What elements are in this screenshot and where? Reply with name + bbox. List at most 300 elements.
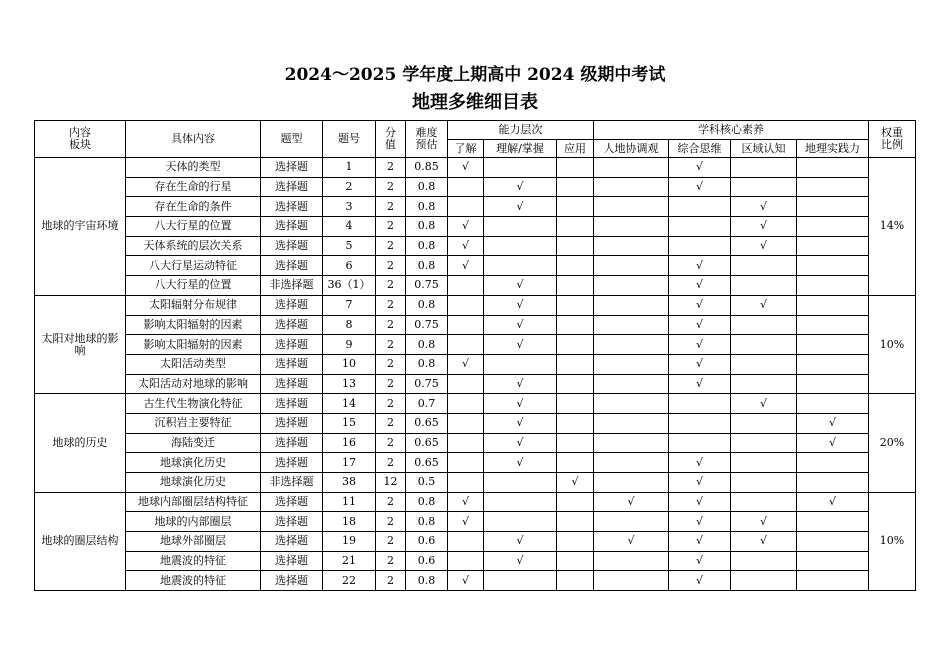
header-literacy-human-land: 人地协调观 (594, 140, 669, 158)
score-cell: 2 (376, 453, 406, 473)
content-cell: 地球演化历史 (126, 453, 261, 473)
weight-cell: 10% (869, 492, 916, 590)
check-cell: √ (484, 453, 557, 473)
table-row (35, 197, 916, 217)
check-cell: √ (669, 512, 731, 532)
number-cell: 3 (323, 197, 376, 217)
table-row (35, 571, 916, 591)
check-cell: √ (669, 335, 731, 355)
block-cell: 地球的历史 (35, 394, 126, 492)
check-cell (448, 374, 484, 394)
difficulty-cell: 0.8 (406, 354, 448, 374)
header-ability-apply: 应用 (557, 140, 594, 158)
content-cell: 地震波的特征 (126, 571, 261, 591)
check-cell (797, 551, 869, 571)
check-cell: √ (669, 276, 731, 296)
type-cell: 非选择题 (261, 276, 323, 296)
check-cell (557, 512, 594, 532)
header-weight: 权重 比例 (869, 121, 916, 158)
check-cell (594, 473, 669, 493)
score-cell: 2 (376, 492, 406, 512)
check-cell (797, 177, 869, 197)
check-cell (594, 551, 669, 571)
check-cell: √ (484, 335, 557, 355)
check-cell: √ (797, 492, 869, 512)
content-cell: 存在生命的条件 (126, 197, 261, 217)
content-cell: 天体的类型 (126, 158, 261, 178)
check-cell: √ (669, 492, 731, 512)
number-cell: 14 (323, 394, 376, 414)
check-cell: √ (669, 295, 731, 315)
check-cell (484, 236, 557, 256)
difficulty-cell: 0.75 (406, 315, 448, 335)
content-cell: 影响太阳辐射的因素 (126, 315, 261, 335)
content-cell: 古生代生物演化特征 (126, 394, 261, 414)
type-cell: 选择题 (261, 394, 323, 414)
content-cell: 八大行星的位置 (126, 217, 261, 237)
check-cell: √ (669, 177, 731, 197)
difficulty-cell: 0.8 (406, 571, 448, 591)
check-cell: √ (448, 512, 484, 532)
table-row (35, 295, 916, 315)
check-cell (731, 551, 797, 571)
type-cell: 非选择题 (261, 473, 323, 493)
type-cell: 选择题 (261, 197, 323, 217)
table-row (35, 433, 916, 453)
content-cell: 存在生命的行星 (126, 177, 261, 197)
number-cell: 21 (323, 551, 376, 571)
check-cell: √ (669, 473, 731, 493)
table-row (35, 453, 916, 473)
check-cell (484, 256, 557, 276)
type-cell: 选择题 (261, 217, 323, 237)
check-cell (484, 492, 557, 512)
check-cell (557, 433, 594, 453)
number-cell: 15 (323, 413, 376, 433)
check-cell (797, 512, 869, 532)
table-row (35, 177, 916, 197)
number-cell: 18 (323, 512, 376, 532)
score-cell: 2 (376, 295, 406, 315)
type-cell: 选择题 (261, 256, 323, 276)
content-cell: 地球演化历史 (126, 473, 261, 493)
number-cell: 6 (323, 256, 376, 276)
check-cell (484, 571, 557, 591)
check-cell: √ (484, 276, 557, 296)
check-cell (448, 276, 484, 296)
check-cell: √ (731, 197, 797, 217)
check-cell (669, 413, 731, 433)
check-cell (448, 453, 484, 473)
check-cell (594, 158, 669, 178)
check-cell (797, 394, 869, 414)
difficulty-cell: 0.85 (406, 158, 448, 178)
score-cell: 2 (376, 158, 406, 178)
score-cell: 2 (376, 394, 406, 414)
check-cell (557, 374, 594, 394)
number-cell: 19 (323, 532, 376, 552)
check-cell: √ (797, 413, 869, 433)
check-cell: √ (669, 374, 731, 394)
check-cell (731, 453, 797, 473)
check-cell: √ (484, 551, 557, 571)
check-cell (448, 532, 484, 552)
type-cell: 选择题 (261, 571, 323, 591)
number-cell: 11 (323, 492, 376, 512)
score-cell: 2 (376, 512, 406, 532)
check-cell (484, 217, 557, 237)
check-cell (731, 473, 797, 493)
check-cell (557, 551, 594, 571)
score-cell: 2 (376, 532, 406, 552)
check-cell (594, 433, 669, 453)
check-cell (594, 236, 669, 256)
score-cell: 2 (376, 551, 406, 571)
check-cell (731, 571, 797, 591)
difficulty-cell: 0.8 (406, 295, 448, 315)
type-cell: 选择题 (261, 413, 323, 433)
check-cell (731, 256, 797, 276)
check-cell (731, 433, 797, 453)
table-row (35, 335, 916, 355)
check-cell (797, 473, 869, 493)
check-cell: √ (669, 256, 731, 276)
table-row (35, 315, 916, 335)
check-cell (557, 256, 594, 276)
check-cell (797, 256, 869, 276)
check-cell (731, 492, 797, 512)
check-cell (448, 315, 484, 335)
header-block: 内容 板块 (35, 121, 126, 158)
content-cell: 八大行星的位置 (126, 276, 261, 296)
table-title: 地理多维细目表 (412, 92, 538, 113)
check-cell (448, 433, 484, 453)
check-cell: √ (448, 256, 484, 276)
check-cell (731, 177, 797, 197)
check-cell (594, 413, 669, 433)
check-cell (557, 315, 594, 335)
score-cell: 2 (376, 236, 406, 256)
check-cell: √ (484, 315, 557, 335)
number-cell: 2 (323, 177, 376, 197)
check-cell: √ (448, 158, 484, 178)
type-cell: 选择题 (261, 433, 323, 453)
number-cell: 38 (323, 473, 376, 493)
weight-cell: 10% (869, 295, 916, 393)
header-number: 题号 (323, 121, 376, 158)
check-cell (448, 551, 484, 571)
check-cell (797, 197, 869, 217)
content-cell: 天体系统的层次关系 (126, 236, 261, 256)
table-row (35, 492, 916, 512)
check-cell (731, 413, 797, 433)
check-cell: √ (731, 512, 797, 532)
difficulty-cell: 0.8 (406, 236, 448, 256)
number-cell: 7 (323, 295, 376, 315)
type-cell: 选择题 (261, 453, 323, 473)
check-cell (448, 295, 484, 315)
check-cell: √ (484, 177, 557, 197)
check-cell (557, 354, 594, 374)
check-cell (484, 158, 557, 178)
block-cell: 地球的圈层结构 (35, 492, 126, 590)
table-row (35, 394, 916, 414)
number-cell: 13 (323, 374, 376, 394)
number-cell: 16 (323, 433, 376, 453)
check-cell (797, 295, 869, 315)
check-cell: √ (669, 551, 731, 571)
check-cell: √ (731, 217, 797, 237)
header-literacy-practice: 地理实践力 (797, 140, 869, 158)
header-score: 分 值 (376, 121, 406, 158)
score-cell: 2 (376, 433, 406, 453)
check-cell: √ (448, 492, 484, 512)
header-row-1 (35, 121, 916, 140)
number-cell: 1 (323, 158, 376, 178)
check-cell (557, 217, 594, 237)
number-cell: 8 (323, 315, 376, 335)
table-row (35, 374, 916, 394)
check-cell (594, 571, 669, 591)
check-cell (594, 354, 669, 374)
score-cell: 2 (376, 335, 406, 355)
check-cell (594, 315, 669, 335)
content-cell: 地球内部圈层结构特征 (126, 492, 261, 512)
check-cell (557, 276, 594, 296)
check-cell (594, 295, 669, 315)
table-row (35, 256, 916, 276)
difficulty-cell: 0.8 (406, 217, 448, 237)
difficulty-cell: 0.75 (406, 374, 448, 394)
difficulty-cell: 0.75 (406, 276, 448, 296)
check-cell (669, 394, 731, 414)
score-cell: 2 (376, 315, 406, 335)
table-row (35, 354, 916, 374)
header-ability-master: 理解/掌握 (484, 140, 557, 158)
type-cell: 选择题 (261, 295, 323, 315)
exam-title: 2024～2025 学年度上期高中 2024 级期中考试 (284, 65, 666, 85)
check-cell (594, 512, 669, 532)
check-cell (594, 276, 669, 296)
check-cell (797, 335, 869, 355)
score-cell: 2 (376, 217, 406, 237)
header-content: 具体内容 (126, 121, 261, 158)
specification-table (34, 120, 916, 591)
check-cell (448, 394, 484, 414)
score-cell: 2 (376, 256, 406, 276)
check-cell: √ (448, 354, 484, 374)
type-cell: 选择题 (261, 158, 323, 178)
difficulty-cell: 0.8 (406, 512, 448, 532)
table-row (35, 473, 916, 493)
difficulty-cell: 0.65 (406, 433, 448, 453)
type-cell: 选择题 (261, 532, 323, 552)
score-cell: 2 (376, 374, 406, 394)
score-cell: 2 (376, 197, 406, 217)
table-row (35, 276, 916, 296)
header-literacy: 学科核心素养 (594, 121, 869, 140)
weight-cell: 20% (869, 394, 916, 492)
content-cell: 太阳活动对地球的影响 (126, 374, 261, 394)
check-cell (731, 335, 797, 355)
check-cell (669, 433, 731, 453)
check-cell: √ (797, 433, 869, 453)
content-cell: 太阳辐射分布规律 (126, 295, 261, 315)
check-cell: √ (731, 295, 797, 315)
header-difficulty: 难度 预估 (406, 121, 448, 158)
score-cell: 2 (376, 276, 406, 296)
type-cell: 选择题 (261, 315, 323, 335)
check-cell (731, 374, 797, 394)
difficulty-cell: 0.65 (406, 413, 448, 433)
table-row (35, 217, 916, 237)
content-cell: 地震波的特征 (126, 551, 261, 571)
check-cell: √ (484, 394, 557, 414)
content-cell: 太阳活动类型 (126, 354, 261, 374)
check-cell (594, 374, 669, 394)
check-cell: √ (594, 492, 669, 512)
number-cell: 22 (323, 571, 376, 591)
number-cell: 4 (323, 217, 376, 237)
check-cell (797, 571, 869, 591)
check-cell (594, 177, 669, 197)
check-cell (594, 394, 669, 414)
difficulty-cell: 0.8 (406, 177, 448, 197)
number-cell: 10 (323, 354, 376, 374)
type-cell: 选择题 (261, 551, 323, 571)
check-cell (557, 295, 594, 315)
check-cell (731, 354, 797, 374)
type-cell: 选择题 (261, 354, 323, 374)
difficulty-cell: 0.6 (406, 551, 448, 571)
header-type: 题型 (261, 121, 323, 158)
check-cell (669, 236, 731, 256)
check-cell (557, 335, 594, 355)
check-cell: √ (557, 473, 594, 493)
header-literacy-regional: 区域认知 (731, 140, 797, 158)
header-ability-understand: 了解 (448, 140, 484, 158)
check-cell (731, 315, 797, 335)
type-cell: 选择题 (261, 335, 323, 355)
difficulty-cell: 0.65 (406, 453, 448, 473)
table-row (35, 413, 916, 433)
table-row (35, 158, 916, 178)
check-cell (448, 473, 484, 493)
check-cell (557, 413, 594, 433)
header-ability: 能力层次 (448, 121, 594, 140)
check-cell (557, 492, 594, 512)
check-cell (797, 217, 869, 237)
difficulty-cell: 0.6 (406, 532, 448, 552)
score-cell: 2 (376, 413, 406, 433)
number-cell: 36（1） (323, 276, 376, 296)
number-cell: 9 (323, 335, 376, 355)
block-cell: 太阳对地球的影响 (35, 295, 126, 393)
score-cell: 12 (376, 473, 406, 493)
check-cell (557, 158, 594, 178)
check-cell (484, 473, 557, 493)
number-cell: 5 (323, 236, 376, 256)
content-cell: 地球的内部圈层 (126, 512, 261, 532)
check-cell (731, 158, 797, 178)
check-cell: √ (731, 394, 797, 414)
check-cell: √ (669, 453, 731, 473)
check-cell (557, 532, 594, 552)
difficulty-cell: 0.5 (406, 473, 448, 493)
score-cell: 2 (376, 177, 406, 197)
check-cell: √ (669, 158, 731, 178)
table-row (35, 236, 916, 256)
check-cell: √ (669, 532, 731, 552)
table-row (35, 512, 916, 532)
check-cell (669, 217, 731, 237)
check-cell (484, 354, 557, 374)
difficulty-cell: 0.7 (406, 394, 448, 414)
check-cell (557, 571, 594, 591)
type-cell: 选择题 (261, 177, 323, 197)
check-cell: √ (448, 236, 484, 256)
content-cell: 地球外部圈层 (126, 532, 261, 552)
check-cell: √ (594, 532, 669, 552)
check-cell (731, 276, 797, 296)
check-cell (557, 197, 594, 217)
check-cell (484, 512, 557, 532)
check-cell (448, 335, 484, 355)
type-cell: 选择题 (261, 512, 323, 532)
table-row (35, 551, 916, 571)
check-cell: √ (448, 217, 484, 237)
check-cell (797, 236, 869, 256)
score-cell: 2 (376, 354, 406, 374)
type-cell: 选择题 (261, 236, 323, 256)
check-cell: √ (669, 315, 731, 335)
check-cell: √ (448, 571, 484, 591)
table-row (35, 532, 916, 552)
difficulty-cell: 0.8 (406, 256, 448, 276)
check-cell (669, 197, 731, 217)
check-cell: √ (484, 433, 557, 453)
check-cell (448, 197, 484, 217)
check-cell (557, 177, 594, 197)
score-cell: 2 (376, 571, 406, 591)
check-cell (594, 217, 669, 237)
block-cell: 地球的宇宙环境 (35, 158, 126, 296)
check-cell: √ (484, 374, 557, 394)
check-cell (448, 177, 484, 197)
type-cell: 选择题 (261, 374, 323, 394)
difficulty-cell: 0.8 (406, 492, 448, 512)
check-cell (797, 374, 869, 394)
check-cell (594, 256, 669, 276)
check-cell (594, 453, 669, 473)
weight-cell: 14% (869, 158, 916, 296)
check-cell (557, 453, 594, 473)
check-cell (797, 354, 869, 374)
type-cell: 选择题 (261, 492, 323, 512)
check-cell: √ (484, 197, 557, 217)
content-cell: 八大行星运动特征 (126, 256, 261, 276)
check-cell: √ (484, 532, 557, 552)
check-cell: √ (731, 236, 797, 256)
check-cell: √ (484, 413, 557, 433)
content-cell: 海陆变迁 (126, 433, 261, 453)
check-cell (557, 394, 594, 414)
check-cell (797, 276, 869, 296)
check-cell (594, 197, 669, 217)
number-cell: 17 (323, 453, 376, 473)
check-cell (797, 315, 869, 335)
check-cell (557, 236, 594, 256)
